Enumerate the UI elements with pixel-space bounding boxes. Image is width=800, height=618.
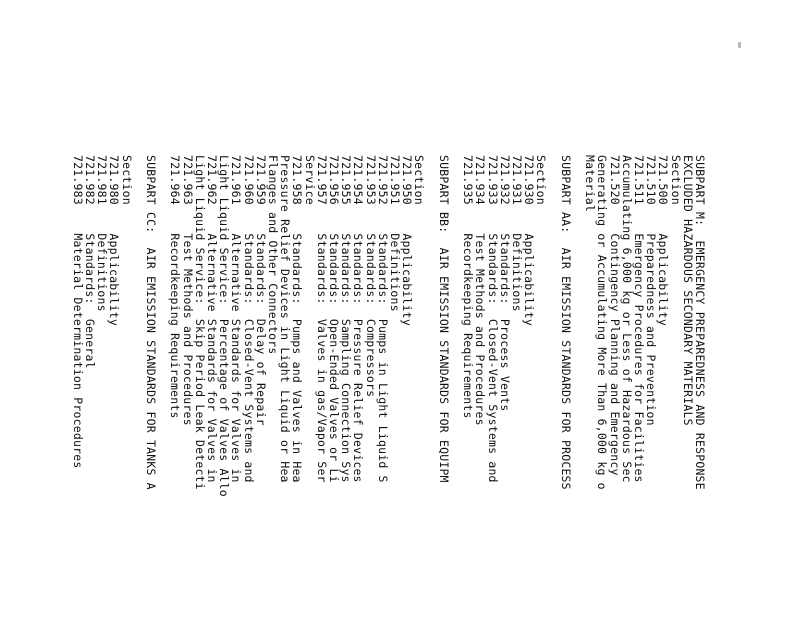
document-line: 721.982 Standards: General xyxy=(83,155,97,369)
document-line: 721.963 Test Methods and Procedures xyxy=(180,155,195,426)
document-line: 721.953 Standards: Compressors xyxy=(363,155,378,398)
document-line: 721.980 Applicability xyxy=(107,155,122,326)
document-line: Accumulating 6,000 kg or Less of Hazardous Sec xyxy=(619,155,634,483)
document-line: 721.510 Preparedness and Prevention xyxy=(644,155,659,426)
document-line: 721.934 Test Methods and Procedures xyxy=(473,155,488,426)
document-line: 721.962 Alternative Standards for Valves in xyxy=(205,155,219,483)
document-line: SUBPART M: EMERGENCY PREPAREDNESS AND RESPONSE xyxy=(693,155,707,490)
document-line: 721.983 Material Determination Procedures xyxy=(70,155,85,469)
document-line: 721.961 Alternative Standards for Valves in xyxy=(229,155,244,483)
document-line: 721.950 Applicability xyxy=(400,155,415,326)
document-line: 721.981 Definitions xyxy=(95,155,110,312)
document-line: 721.932 Standards: Process Vents xyxy=(497,155,512,412)
document-line: Pressure Relief Devices in Light Liquid or Hea xyxy=(278,155,293,483)
document-line: Section xyxy=(119,155,134,205)
document-line: 721.931 Definitions xyxy=(510,155,524,312)
document-line: Light Liquid Service: Skip Period Leak Detecti xyxy=(192,155,207,490)
document-line: 721.955 Standards: Sampling Connection Sys xyxy=(339,155,354,483)
document-line: 721.959 Standards: Delay of Repair xyxy=(253,155,268,426)
document-line: SUBPART BB: AIR EMISSION STANDARDS FOR EQUIPM xyxy=(436,155,451,483)
document-line: 721.520 Contingency Planning and Emergency xyxy=(607,155,622,476)
document-line: Section xyxy=(668,155,683,205)
document-line: 721.964 Recordkeeping Requirements xyxy=(168,155,183,419)
document-line: 721.951 Definitions xyxy=(388,155,402,312)
document-line: Flanges and Other Connectors xyxy=(266,155,280,355)
document-line: 721.954 Standards: Pressure Relief Devices xyxy=(351,155,366,483)
document-line: 721.958 Standards: Pumps and Valves in Hea xyxy=(290,155,305,483)
document-line: Light Liquid Service: Percentage of Valves Allo xyxy=(217,155,232,497)
document-line: 721.956 Standards: Open-Ended Valves or Li xyxy=(327,155,341,483)
document-line: 721.960 Standards: Closed-Vent Systems and xyxy=(241,155,256,483)
document-line: Service xyxy=(302,155,317,205)
document-line: 721.511 Emergency Procedures for Facilities xyxy=(632,155,646,483)
document-line: Section xyxy=(412,155,427,205)
document-line: 721.500 Applicability xyxy=(656,155,671,326)
document-line: 721.952 Standards: Pumps in Light Liquid S xyxy=(375,155,390,483)
document-line: Generating or Accumulating More Than 6,000 kg o xyxy=(595,155,610,490)
document-line: EXCLUDED HAZARDOUS SECONDARY MATERIALS xyxy=(680,155,695,426)
document-line: SUBPART CC: AIR EMISSION STANDARDS FOR TANKS A xyxy=(144,155,158,490)
document-line: Section xyxy=(534,155,549,205)
document-line: 721.933 Standards: Closed-Vent Systems and xyxy=(485,155,500,483)
document-line: Material xyxy=(583,155,598,212)
document-line: 721.957 Standards: Valves in gas/Vapor Ser xyxy=(314,155,329,483)
document-line: 721.935 Recordkeeping Requirements xyxy=(461,155,476,419)
document-line: SUBPART AA: AIR EMISSION STANDARDS FOR PROCESS xyxy=(558,155,573,490)
document-line: 721.930 Applicability xyxy=(522,155,537,326)
